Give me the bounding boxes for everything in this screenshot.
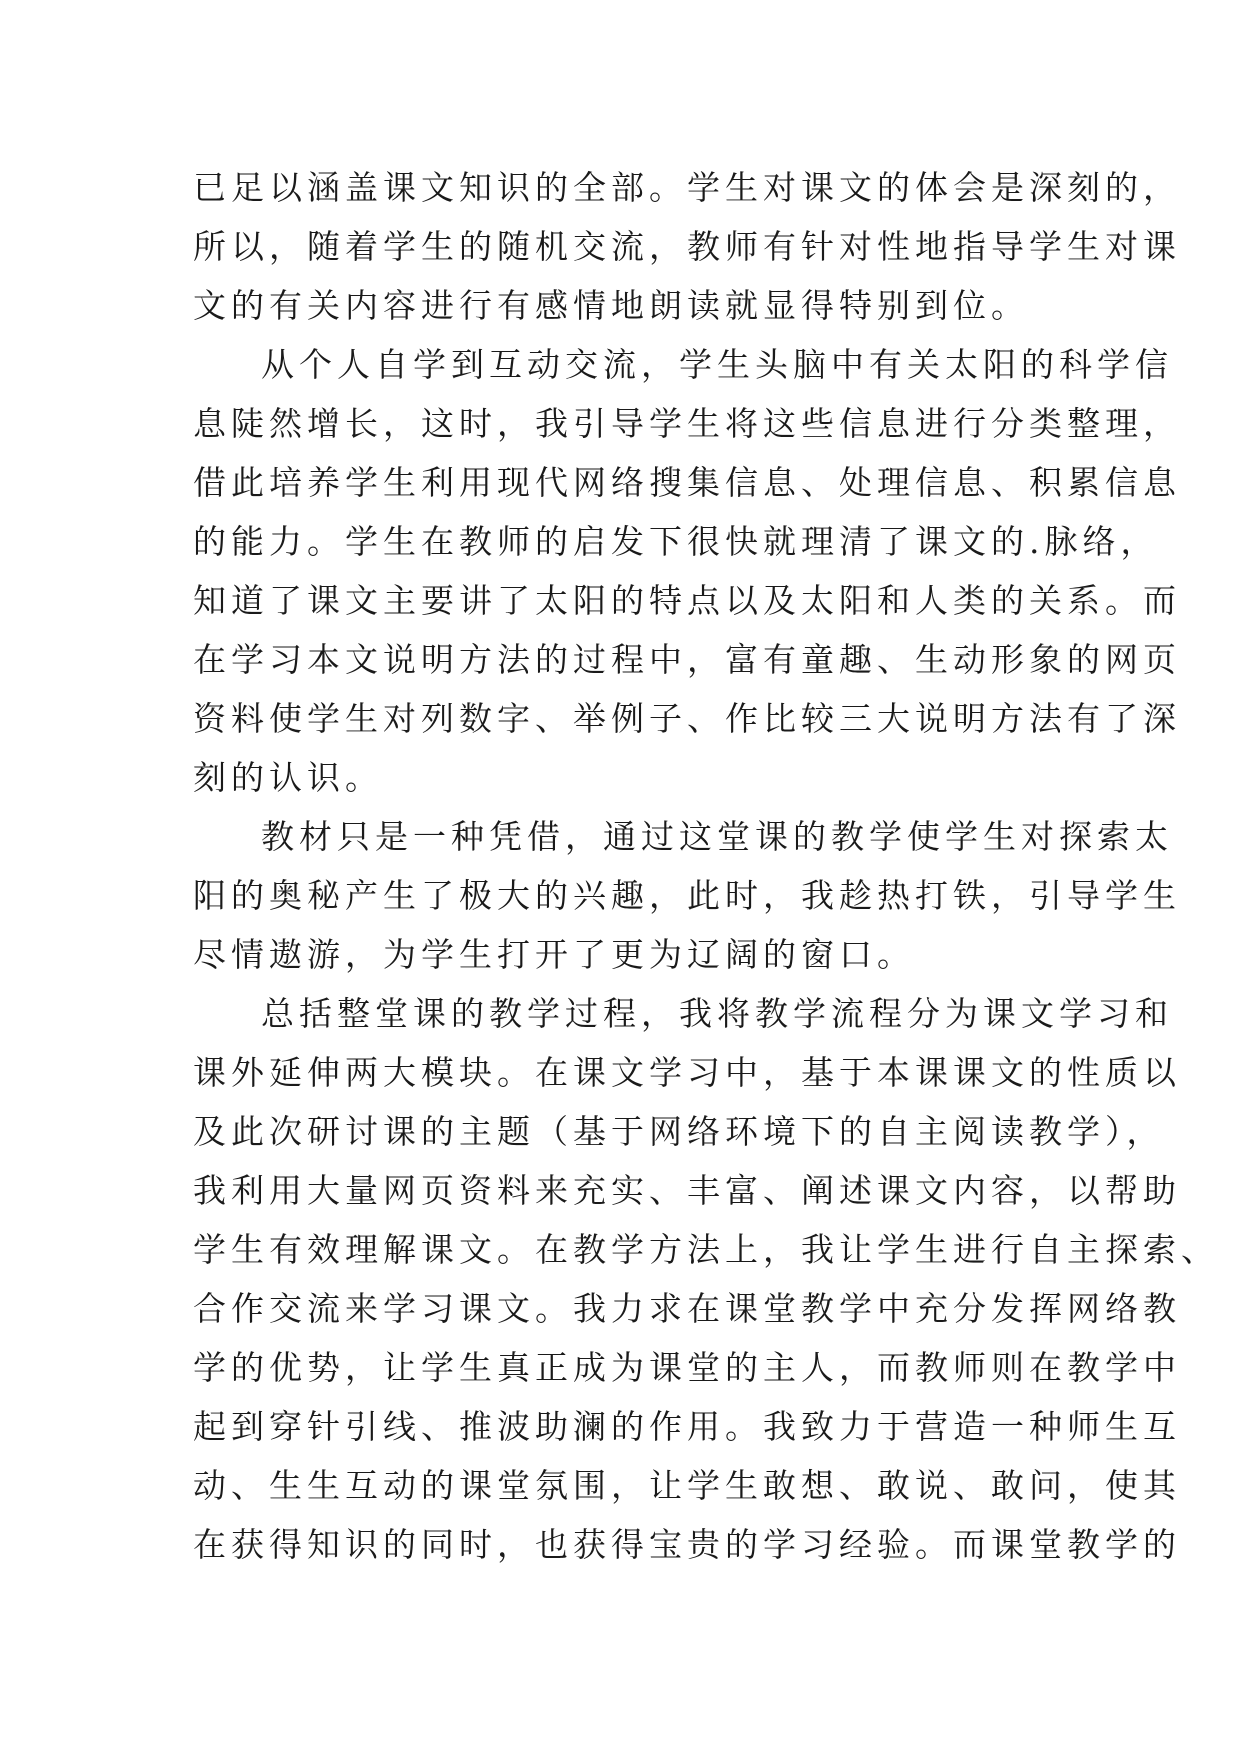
paragraph-first-line: 总括整堂课的教学过程，我将教学流程分为课文学习和	[261, 994, 1173, 1033]
text-line: 在学习本文说明方法的过程中，富有童趣、生动形象的网页	[193, 640, 1181, 679]
text-line: 学生有效理解课文。在教学方法上，我让学生进行自主探索、	[193, 1230, 1219, 1269]
text-line: 息陡然增长，这时，我引导学生将这些信息进行分类整理，	[193, 404, 1181, 443]
text-line: 所以，随着学生的随机交流，教师有针对性地指导学生对课	[193, 227, 1181, 266]
text-line: 资料使学生对列数字、举例子、作比较三大说明方法有了深	[193, 699, 1181, 738]
text-line: 合作交流来学习课文。我力求在课堂教学中充分发挥网络教	[193, 1289, 1181, 1328]
text-line: 在获得知识的同时，也获得宝贵的学习经验。而课堂教学的	[193, 1525, 1181, 1564]
text-line: 课外延伸两大模块。在课文学习中，基于本课课文的性质以	[193, 1053, 1181, 1092]
text-line: 起到穿针引线、推波助澜的作用。我致力于营造一种师生互	[193, 1407, 1181, 1446]
text-line: 知道了课文主要讲了太阳的特点以及太阳和人类的关系。而	[193, 581, 1181, 620]
text-line: 及此次研讨课的主题（基于网络环境下的自主阅读教学），	[193, 1112, 1165, 1151]
body-text	[193, 158, 1219, 1574]
text-line: 借此培养学生利用现代网络搜集信息、处理信息、积累信息	[193, 463, 1181, 502]
text-line: 的能力。学生在教师的启发下很快就理清了课文的.脉络，	[193, 522, 1159, 561]
text-line: 已足以涵盖课文知识的全部。学生对课文的体会是深刻的，	[193, 168, 1181, 207]
text-line: 我利用大量网页资料来充实、丰富、阐述课文内容，以帮助	[193, 1171, 1181, 1210]
text-line: 刻的认识。	[193, 758, 383, 797]
paragraph-first-line: 教材只是一种凭借，通过这堂课的教学使学生对探索太	[261, 817, 1173, 856]
text-line: 文的有关内容进行有感情地朗读就显得特别到位。	[193, 286, 1029, 325]
paragraph-first-line: 从个人自学到互动交流，学生头脑中有关太阳的科学信	[261, 345, 1173, 384]
text-line: 阳的奥秘产生了极大的兴趣，此时，我趁热打铁，引导学生	[193, 876, 1181, 915]
text-line: 学的优势，让学生真正成为课堂的主人，而教师则在教学中	[193, 1348, 1181, 1387]
text-line: 动、生生互动的课堂氛围，让学生敢想、敢说、敢问，使其	[193, 1466, 1181, 1505]
text-line: 尽情遨游，为学生打开了更为辽阔的窗口。	[193, 935, 915, 974]
